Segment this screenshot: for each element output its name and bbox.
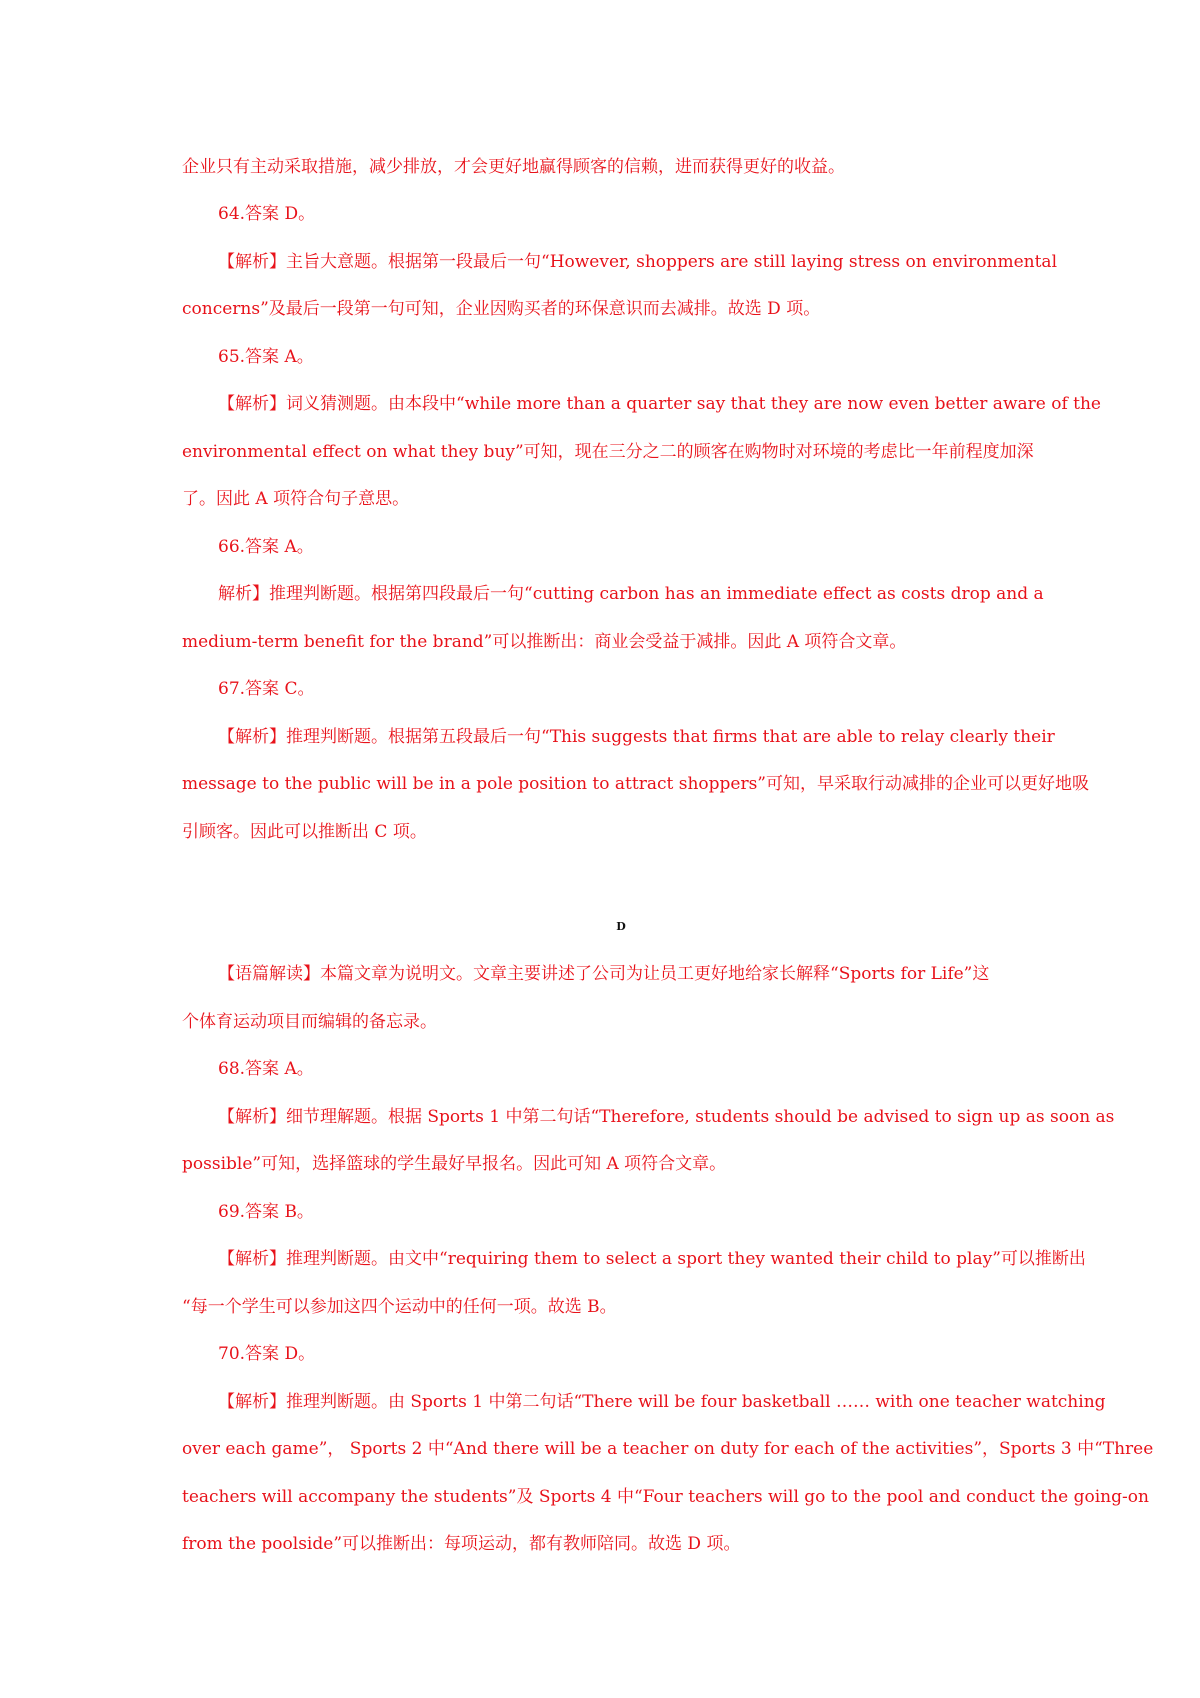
text-line: “每一个学生可以参加这四个运动中的任何一项。故选 B。 (182, 1297, 617, 1317)
text-line: over each game”， Sports 2 中“And there will be a teacher on duty for each of the activities”，Sports 3 中“Three (182, 1439, 1154, 1459)
analysis-line: 【解析】推理判断题。由 Sports 1 中第二句话“There will be four basketball …… with one teacher watching (218, 1392, 1106, 1412)
answer-line: 69.答案 B。 (218, 1202, 314, 1222)
answer-line: 70.答案 D。 (218, 1344, 316, 1364)
answer-line: 65.答案 A。 (218, 347, 314, 367)
analysis-line: 【解析】推理判断题。由文中“requiring them to select a sport they wanted their child to play”可以推断出 (218, 1249, 1086, 1269)
answer-line: 67.答案 C。 (218, 679, 315, 699)
analysis-line: 【解析】推理判断题。根据第五段最后一句“This suggests that firms that are able to relay clearly their (218, 727, 1055, 747)
text-line: teachers will accompany the students”及 Sports 4 中“Four teachers will go to the pool and conduct the going-on (182, 1487, 1149, 1507)
text-line: from the poolside”可以推断出：每项运动，都有教师陪同。故选 D 项。 (182, 1534, 741, 1554)
answer-line: 64.答案 D。 (218, 204, 316, 224)
text-line: concerns”及最后一段第一句可知，企业因购买者的环保意识而去减排。故选 D 项。 (182, 299, 821, 319)
answer-line: 68.答案 A。 (218, 1059, 314, 1079)
analysis-line: 【解析】细节理解题。根据 Sports 1 中第二句话“Therefore, students should be advised to sign up as soon as (218, 1107, 1115, 1127)
text-line: possible”可知，选择篮球的学生最好早报名。因此可知 A 项符合文章。 (182, 1154, 727, 1174)
answer-line: 66.答案 A。 (218, 537, 314, 557)
analysis-line: 【解析】主旨大意题。根据第一段最后一句“However, shoppers are still laying stress on environmental (218, 252, 1058, 272)
text-line: medium-term benefit for the brand”可以推断出：商业会受益于减排。因此 A 项符合文章。 (182, 632, 907, 652)
section-heading: D (616, 920, 626, 933)
text-line: environmental effect on what they buy”可知，现在三分之二的顾客在购物时对环境的考虑比一年前程度加深 (182, 442, 1034, 462)
text-line: message to the public will be in a pole position to attract shoppers”可知，早采取行动减排的企业可以更好地吸 (182, 774, 1089, 794)
text-line: 引顾客。因此可以推断出 C 项。 (182, 822, 427, 842)
analysis-line: 解析】推理判断题。根据第四段最后一句“cutting carbon has an immediate effect as costs drop and a (218, 584, 1044, 604)
passage-summary-line: 【语篇解读】本篇文章为说明文。文章主要讲述了公司为让员工更好地给家长解释“Sports for Life”这 (218, 964, 990, 984)
analysis-line: 【解析】词义猜测题。由本段中“while more than a quarter say that they are now even better aware of the (218, 394, 1101, 414)
text-line: 了。因此 A 项符合句子意思。 (182, 489, 410, 509)
text-line: 企业只有主动采取措施，减少排放，才会更好地赢得顾客的信赖，进而获得更好的收益。 (182, 157, 845, 177)
text-line: 个体育运动项目而编辑的备忘录。 (182, 1012, 437, 1032)
